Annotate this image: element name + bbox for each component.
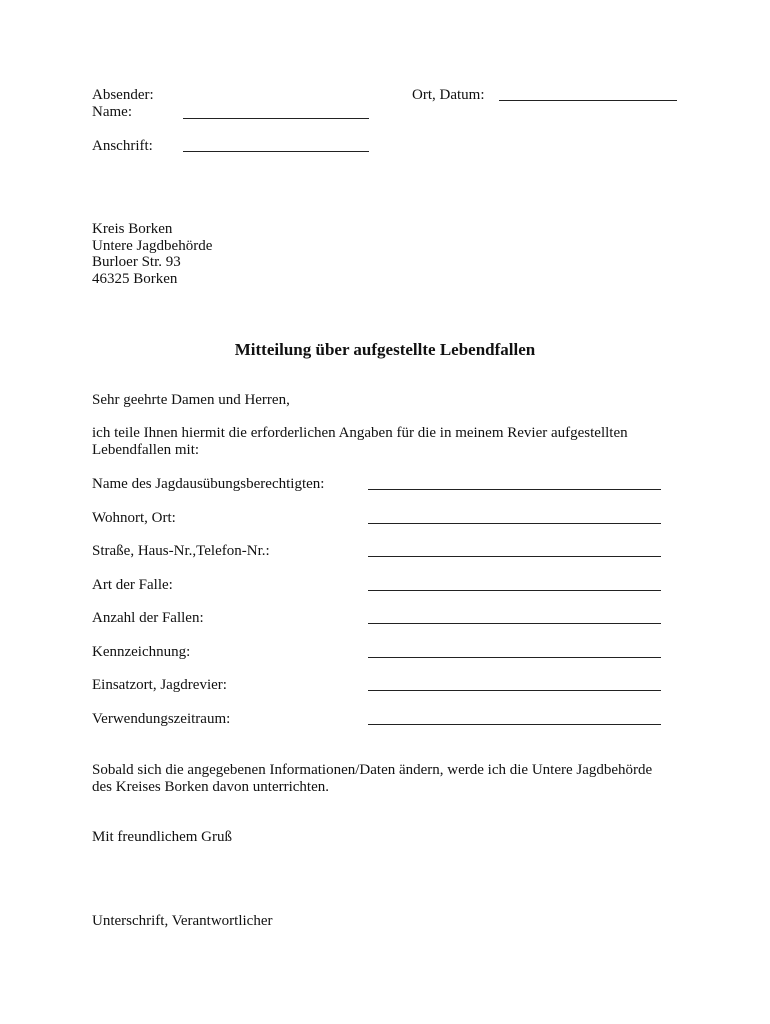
absender-label: Absender: xyxy=(92,87,154,103)
field-label-anzahl-der-fallen: Anzahl der Fallen: xyxy=(92,610,204,626)
field-label-strasse-telefon: Straße, Haus-Nr.,Telefon-Nr.: xyxy=(92,543,270,559)
document-title: Mitteilung über aufgestellte Lebendfallen xyxy=(234,340,536,359)
notice-line-1: Sobald sich die angegebenen Informationen/Daten ändern, werde ich die Untere Jagdbehörde xyxy=(92,762,653,778)
ort-datum-label: Ort, Datum: xyxy=(412,87,485,103)
field-line-strasse-telefon[interactable] xyxy=(368,556,661,557)
field-label-art-der-falle: Art der Falle: xyxy=(92,577,173,593)
recipient-line-2: Untere Jagdbehörde xyxy=(92,238,213,254)
field-label-jagdausuebungsberechtigter: Name des Jagdausübungsberechtigten: xyxy=(92,476,325,492)
field-line-einsatzort[interactable] xyxy=(368,690,661,691)
field-line-verwendungszeitraum[interactable] xyxy=(368,724,661,725)
notice-paragraph xyxy=(92,762,692,796)
signature-label: Unterschrift, Verantwortlicher xyxy=(92,913,273,929)
ort-datum-blank-line[interactable] xyxy=(499,100,677,101)
field-label-kennzeichnung: Kennzeichnung: xyxy=(92,644,191,660)
intro-paragraph xyxy=(92,425,692,459)
field-line-wohnort[interactable] xyxy=(368,523,661,524)
field-line-art-der-falle[interactable] xyxy=(368,590,661,591)
field-line-kennzeichnung[interactable] xyxy=(368,657,661,658)
intro-line-1: ich teile Ihnen hiermit die erforderlichen Angaben für die in meinem Revier aufgestellten xyxy=(92,425,628,441)
field-label-wohnort: Wohnort, Ort: xyxy=(92,510,176,526)
field-line-anzahl-der-fallen[interactable] xyxy=(368,623,661,624)
field-line-jagdausuebungsberechtigter[interactable] xyxy=(368,489,661,490)
name-blank-line[interactable] xyxy=(183,118,369,119)
closing: Mit freundlichem Gruß xyxy=(92,829,232,845)
name-label: Name: xyxy=(92,104,132,120)
anschrift-blank-line[interactable] xyxy=(183,151,369,152)
recipient-line-4: 46325 Borken xyxy=(92,271,178,287)
recipient-line-1: Kreis Borken xyxy=(92,221,173,237)
recipient-line-3: Burloer Str. 93 xyxy=(92,254,181,270)
field-label-verwendungszeitraum: Verwendungszeitraum: xyxy=(92,711,231,727)
notice-line-2: des Kreises Borken davon unterrichten. xyxy=(92,779,330,795)
anschrift-label: Anschrift: xyxy=(92,138,153,154)
intro-line-2: Lebendfallen mit: xyxy=(92,442,200,458)
salutation: Sehr geehrte Damen und Herren, xyxy=(92,392,290,408)
field-label-einsatzort: Einsatzort, Jagdrevier: xyxy=(92,677,227,693)
